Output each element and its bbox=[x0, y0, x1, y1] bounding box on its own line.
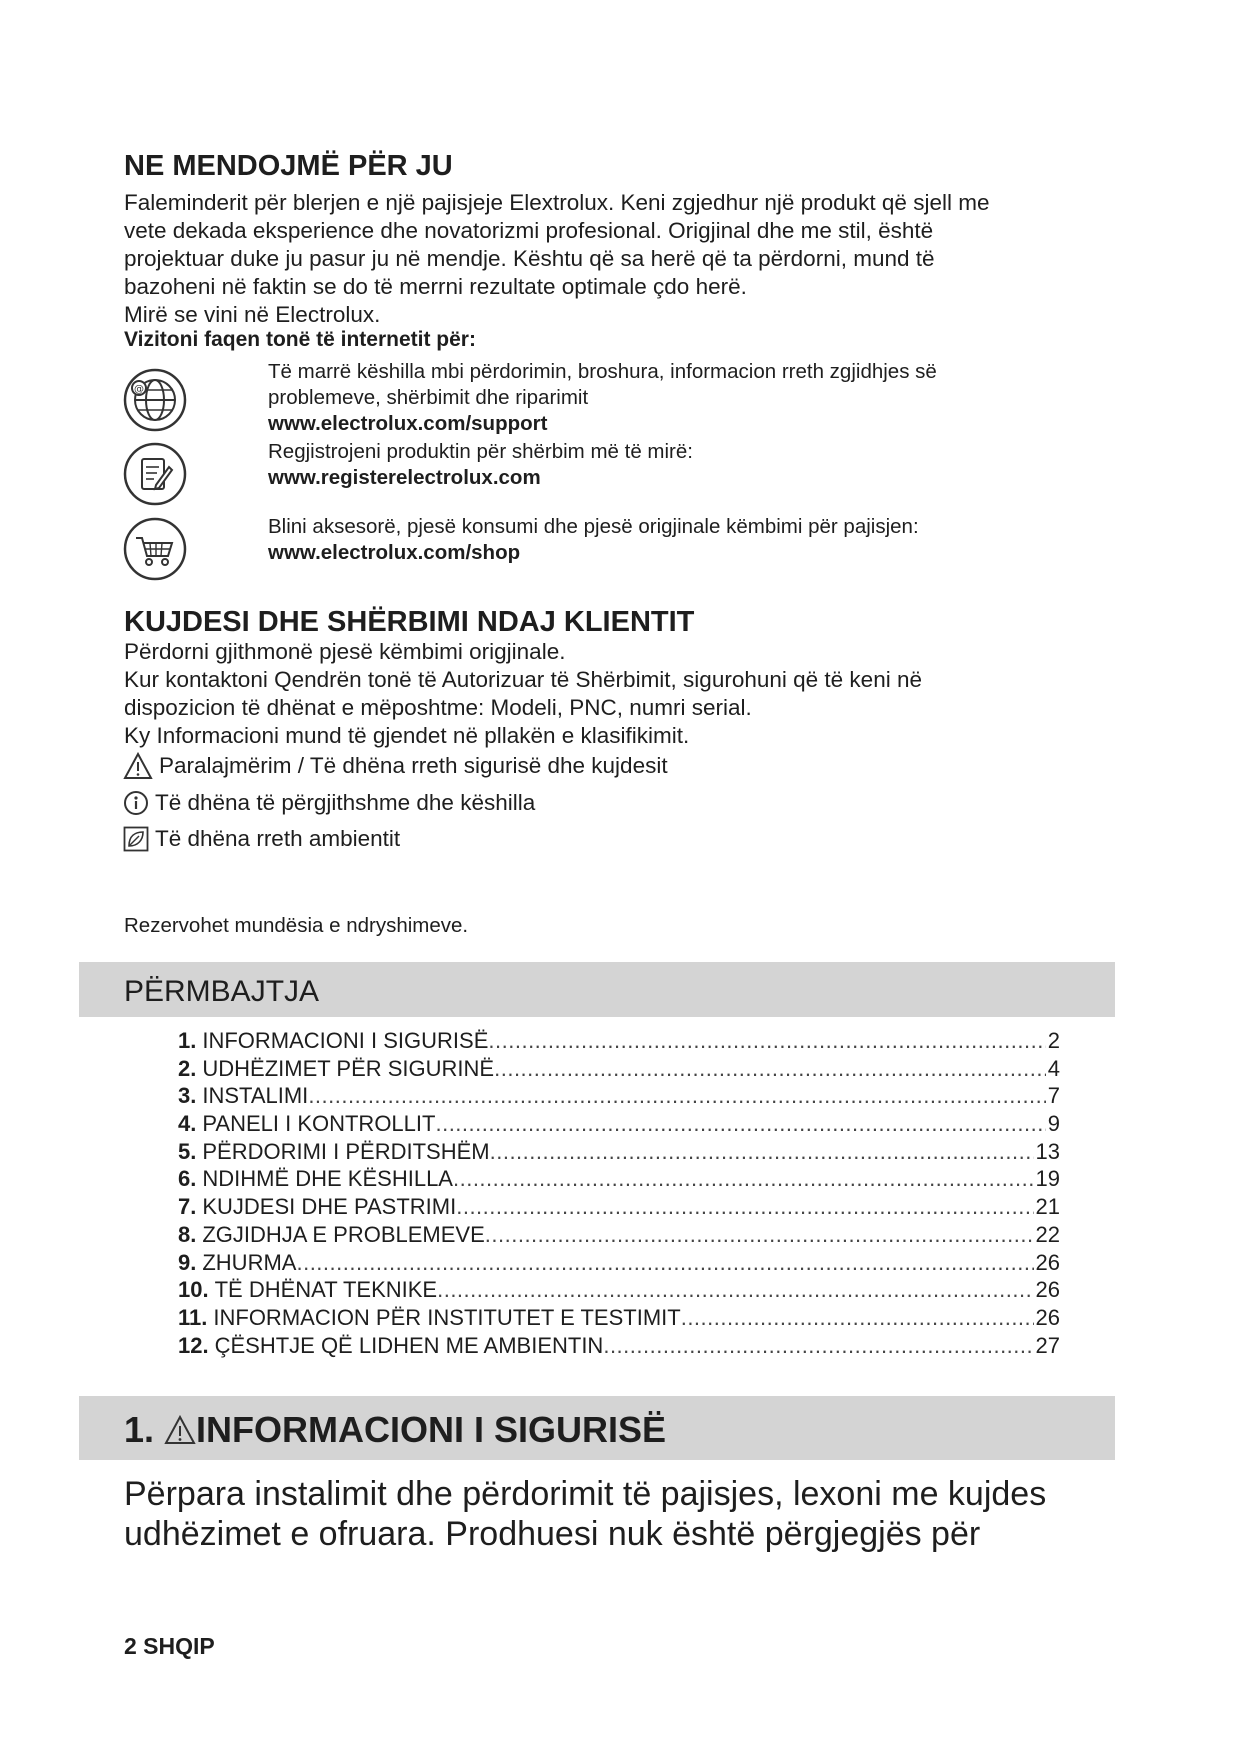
toc-item[interactable] bbox=[178, 1056, 1060, 1084]
toc-item-number: 7. bbox=[178, 1194, 197, 1220]
shop-link-block bbox=[268, 514, 919, 566]
toc-item[interactable] bbox=[178, 1222, 1060, 1250]
intro-paragraph bbox=[124, 189, 1124, 329]
intro-line: vete dekada eksperience dhe novatorizmi profesional. Origjinal dhe me stil, është bbox=[124, 218, 934, 243]
toc-item-title: INFORMACION PËR INSTITUTET E TESTIMIT bbox=[213, 1304, 681, 1330]
toc-item-page: 2 bbox=[1047, 1028, 1060, 1053]
intro-line: bazoheni në faktin se do të merrni rezultate optimale çdo herë. bbox=[124, 274, 747, 299]
section-1-number: 1. bbox=[124, 1409, 155, 1450]
toc-item-number: 8. bbox=[178, 1221, 197, 1247]
toc-item-page: 26 bbox=[1035, 1277, 1060, 1303]
toc-leader bbox=[490, 1139, 1034, 1165]
care-line: Ky Informacioni mund të gjendet në pllakën e klasifikimit. bbox=[124, 723, 690, 748]
visit-website-heading: Vizitoni faqen tonë të internetit për: bbox=[124, 328, 476, 351]
leaf-icon bbox=[123, 826, 149, 852]
toc-leader bbox=[456, 1194, 1033, 1220]
table-of-contents bbox=[178, 1028, 1060, 1360]
toc-item-number: 5. bbox=[178, 1138, 197, 1164]
toc-item[interactable] bbox=[178, 1250, 1060, 1278]
legend-warning-text: Paralajmërim / Të dhëna rreth sigurisë dhe kujdesit bbox=[159, 753, 668, 778]
toc-item-number: 11. bbox=[178, 1304, 208, 1330]
toc-item[interactable] bbox=[178, 1305, 1060, 1333]
toc-title: PËRMBAJTJA bbox=[124, 975, 320, 1008]
section-1-line: udhëzimet e ofruara. Prodhuesi nuk është përgjegjës për bbox=[124, 1515, 981, 1553]
toc-item-title: INSTALIMI bbox=[202, 1083, 309, 1109]
toc-leader bbox=[437, 1277, 1033, 1303]
toc-item-title: PANELI I KONTROLLIT bbox=[202, 1111, 436, 1137]
toc-item-title: PËRDORIMI I PËRDITSHËM bbox=[202, 1138, 490, 1164]
section-1-title bbox=[124, 1409, 666, 1451]
toc-item-page: 21 bbox=[1035, 1194, 1060, 1220]
toc-item-title: NDIHMË DHE KËSHILLA bbox=[202, 1166, 453, 1192]
toc-item[interactable] bbox=[178, 1277, 1060, 1305]
toc-leader bbox=[435, 1111, 1045, 1137]
toc-item-page: 7 bbox=[1047, 1083, 1060, 1109]
toc-item-page: 26 bbox=[1035, 1304, 1060, 1330]
toc-item-page: 4 bbox=[1047, 1055, 1060, 1081]
register-link[interactable]: www.registerelectrolux.com bbox=[268, 466, 541, 489]
toc-item-title: ZGJIDHJA E PROBLEMEVE bbox=[202, 1221, 485, 1247]
section-1-text: INFORMACIONI I SIGURISË bbox=[196, 1409, 667, 1450]
customer-care-title: KUJDESI DHE SHËRBIMI NDAJ KLIENTIT bbox=[124, 606, 695, 638]
toc-item-page: 22 bbox=[1035, 1221, 1060, 1247]
support-description: Të marrë këshilla mbi përdorimin, broshura, informacion rreth zgjidhjes së bbox=[268, 360, 937, 383]
toc-item-number: 3. bbox=[178, 1083, 197, 1109]
intro-line: projektuar duke ju pasur ju në mendje. Kështu që sa herë që ta përdorni, mund të bbox=[124, 246, 935, 271]
toc-item-title: UDHËZIMET PËR SIGURINË bbox=[202, 1055, 495, 1081]
toc-item-page: 9 bbox=[1047, 1111, 1060, 1137]
toc-leader bbox=[603, 1333, 1033, 1359]
toc-item-number: 6. bbox=[178, 1166, 197, 1192]
info-icon bbox=[123, 790, 149, 816]
register-link-block bbox=[268, 439, 693, 491]
toc-leader bbox=[488, 1028, 1045, 1054]
toc-item-page: 26 bbox=[1035, 1249, 1060, 1275]
toc-leader bbox=[681, 1305, 1034, 1331]
toc-item-number: 4. bbox=[178, 1111, 197, 1137]
support-link[interactable]: www.electrolux.com/support bbox=[268, 412, 548, 435]
toc-item[interactable] bbox=[178, 1028, 1060, 1056]
customer-care-paragraph bbox=[124, 638, 922, 750]
page-footer: 2 SHQIP bbox=[124, 1633, 215, 1659]
intro-line: Mirë se vini në Electrolux. bbox=[124, 302, 381, 327]
care-line: Kur kontaktoni Qendrën tonë të Autorizuar të Shërbimit, sigurohuni që të keni në bbox=[124, 667, 922, 692]
legend-info-text: Të dhëna të përgjithshme dhe këshilla bbox=[155, 790, 536, 815]
register-description: Regjistrojeni produktin për shërbim më të mirë: bbox=[268, 440, 693, 463]
shop-description: Blini aksesorë, pjesë konsumi dhe pjesë origjinale këmbimi për pajisjen: bbox=[268, 515, 919, 538]
toc-item-page: 19 bbox=[1035, 1166, 1060, 1192]
section-1-line: Përpara instalimit dhe përdorimit të pajisjes, lexoni me kujdes bbox=[124, 1475, 1047, 1513]
toc-item-title: INFORMACIONI I SIGURISË bbox=[202, 1028, 489, 1053]
legend-environment-text: Të dhëna rreth ambientit bbox=[155, 826, 401, 851]
toc-item-title: ÇËSHTJE QË LIDHEN ME AMBIENTIN bbox=[214, 1332, 604, 1358]
toc-item[interactable] bbox=[178, 1083, 1060, 1111]
toc-item-title: TË DHËNAT TEKNIKE bbox=[214, 1277, 438, 1303]
page-title: NE MENDOJMË PËR JU bbox=[124, 150, 453, 182]
toc-item[interactable] bbox=[178, 1194, 1060, 1222]
warning-icon bbox=[164, 1415, 196, 1445]
legend-environment bbox=[123, 826, 400, 852]
toc-item-page: 13 bbox=[1035, 1138, 1060, 1164]
toc-item-number: 9. bbox=[178, 1249, 197, 1275]
toc-item-number: 12. bbox=[178, 1332, 209, 1358]
toc-item[interactable] bbox=[178, 1111, 1060, 1139]
reserved-notice: Rezervohet mundësia e ndryshimeve. bbox=[124, 914, 469, 937]
section-1-intro bbox=[124, 1474, 1124, 1554]
globe-icon bbox=[122, 367, 188, 433]
register-icon bbox=[122, 441, 188, 507]
legend-warning bbox=[123, 752, 668, 780]
toc-item-title: ZHURMA bbox=[202, 1249, 297, 1275]
intro-line: Faleminderit për blerjen e një pajisjeje Elextrolux. Keni zgjedhur një produkt që sjell me bbox=[124, 190, 990, 215]
cart-icon bbox=[122, 516, 188, 582]
legend-info bbox=[123, 790, 535, 816]
toc-item-page: 27 bbox=[1035, 1332, 1060, 1358]
svg-text:@: @ bbox=[134, 384, 144, 395]
toc-item-number: 1. bbox=[178, 1028, 197, 1053]
toc-leader bbox=[453, 1166, 1034, 1192]
care-line: dispozicion të dhënat e mëposhtme: Modeli, PNC, numri serial. bbox=[124, 695, 752, 720]
toc-item[interactable] bbox=[178, 1333, 1060, 1361]
toc-item-title: KUJDESI DHE PASTRIMI bbox=[202, 1194, 457, 1220]
support-link-block bbox=[268, 359, 937, 437]
support-description: problemeve, shërbimit dhe riparimit bbox=[268, 386, 589, 409]
shop-link[interactable]: www.electrolux.com/shop bbox=[268, 541, 521, 564]
toc-leader bbox=[296, 1250, 1033, 1276]
toc-item-number: 10. bbox=[178, 1277, 209, 1303]
toc-item[interactable] bbox=[178, 1166, 1060, 1194]
toc-leader bbox=[485, 1222, 1034, 1248]
toc-item-number: 2. bbox=[178, 1055, 197, 1081]
toc-leader bbox=[494, 1056, 1046, 1082]
toc-item[interactable] bbox=[178, 1139, 1060, 1167]
toc-leader bbox=[308, 1083, 1045, 1109]
warning-icon bbox=[123, 752, 153, 780]
care-line: Përdorni gjithmonë pjesë këmbimi origjinale. bbox=[124, 639, 566, 664]
